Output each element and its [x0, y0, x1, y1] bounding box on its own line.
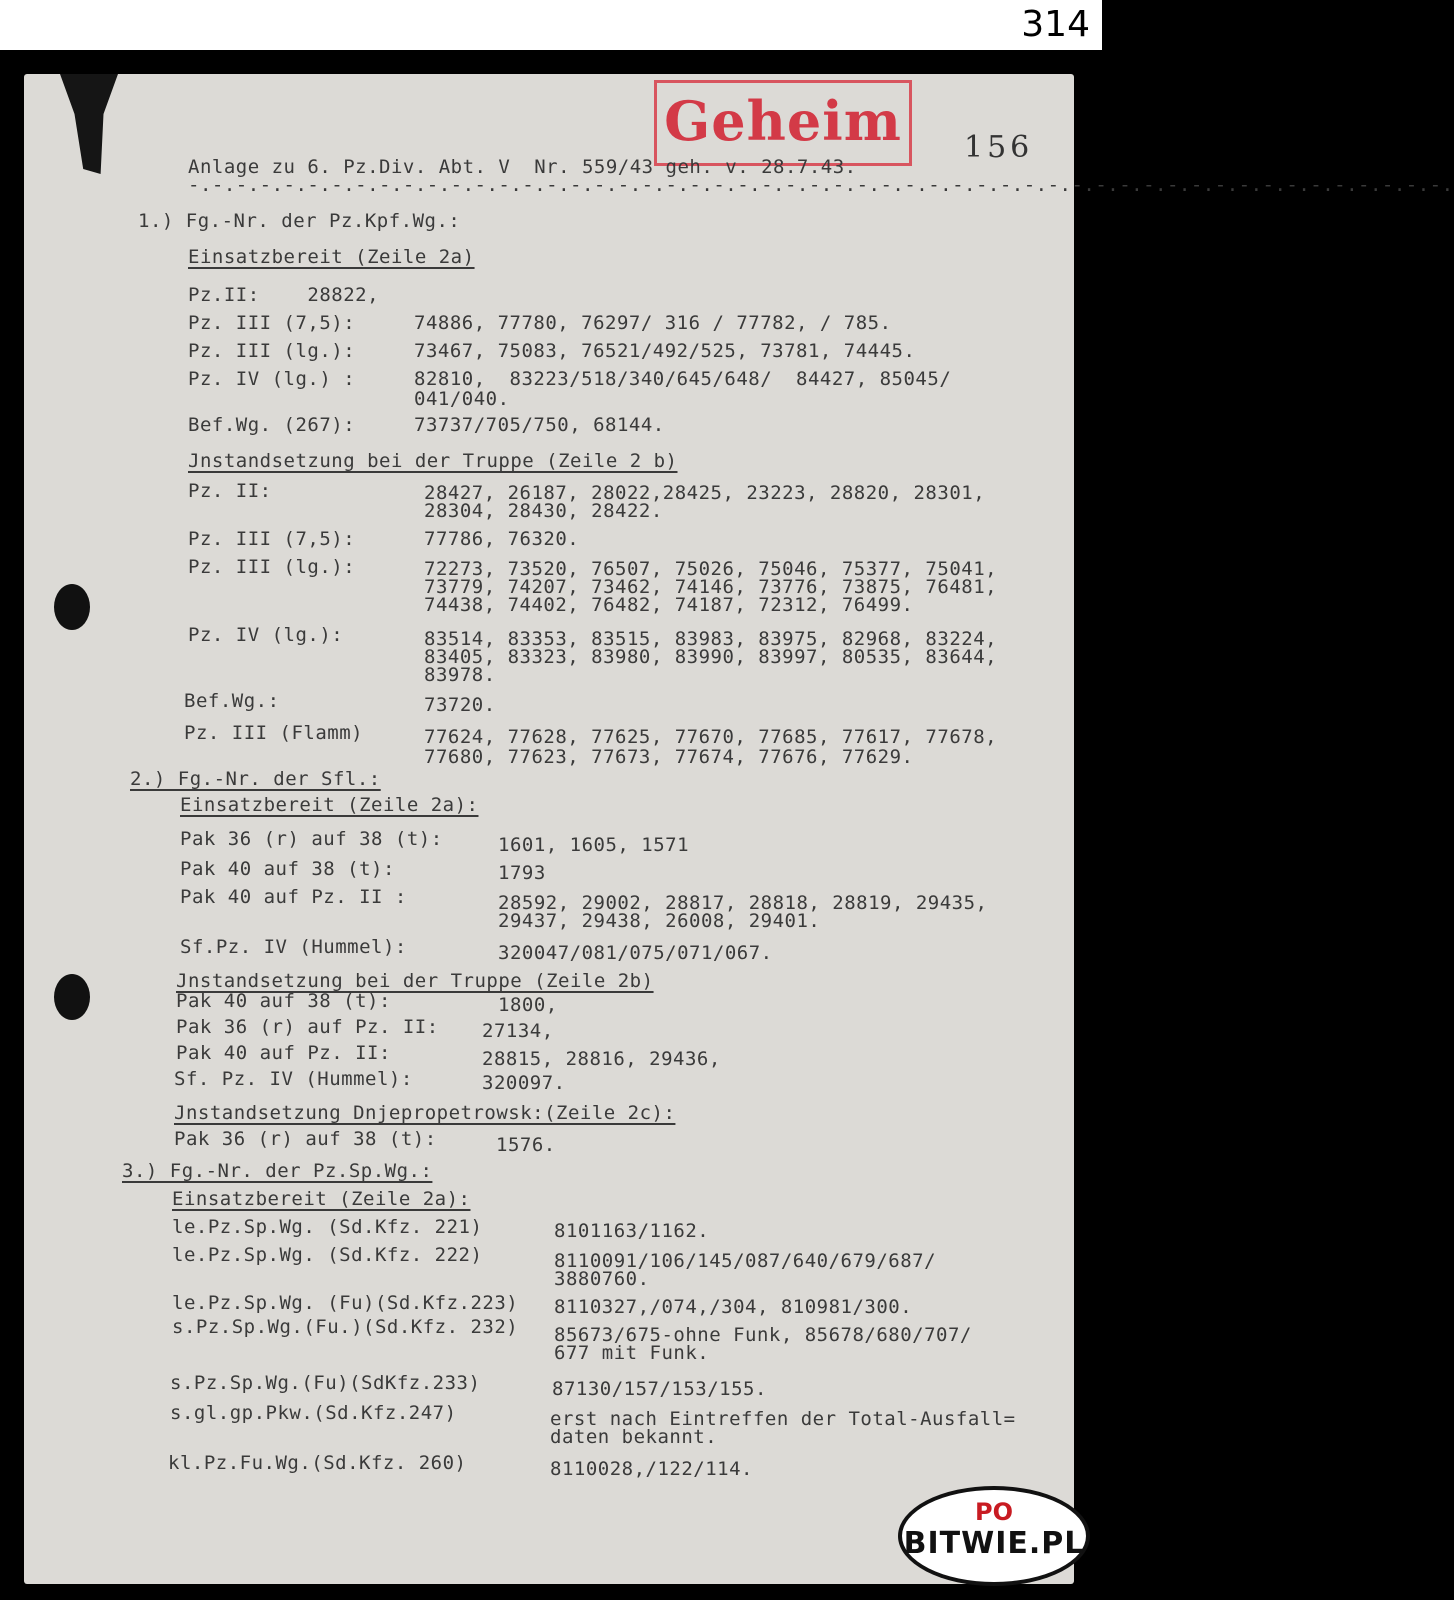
entry-value: 28304, 28430, 28422. — [424, 500, 663, 522]
entry-label: Pak 36 (r) auf 38 (t): — [174, 1128, 437, 1150]
entry-value: 77624, 77628, 77625, 77670, 77685, 77617, 77678, — [424, 726, 998, 748]
punch-hole-upper — [54, 584, 90, 630]
entry-label: Pak 36 (r) auf 38 (t): — [180, 828, 443, 850]
entry-value: 77786, 76320. — [424, 528, 580, 550]
entry-value: 28592, 29002, 28817, 28818, 28819, 29435, — [498, 892, 988, 914]
entry-label: le.Pz.Sp.Wg. (Sd.Kfz. 221) — [172, 1216, 483, 1238]
geheim-stamp: Geheim — [654, 80, 912, 166]
ink-mark — [60, 74, 118, 174]
entry-label: Pak 40 auf 38 (t): — [180, 858, 395, 880]
entry-value: 73779, 74207, 73462, 74146, 73776, 73875, 76481, — [424, 576, 998, 598]
entry-value: 3880760. — [554, 1268, 650, 1290]
section-1-heading: 1.) Fg.-Nr. der Pz.Kpf.Wg.: — [138, 210, 461, 232]
entry-value: 8110327,/074,/304, 810981/300. — [554, 1296, 913, 1318]
entry-value: 1576. — [496, 1134, 556, 1156]
entry-value: 83405, 83323, 83980, 83990, 83997, 80535, 83644, — [424, 646, 998, 668]
entry-value: 85673/675-ohne Funk, 85678/680/707/ — [554, 1324, 972, 1346]
entry-value: 72273, 73520, 76507, 75026, 75046, 75377, 75041, — [424, 558, 998, 580]
entry-value: 73467, 75083, 76521/492/525, 73781, 74445. — [414, 340, 916, 362]
entry-label: Pak 40 auf Pz. II: — [176, 1042, 391, 1064]
entry-value: daten bekannt. — [550, 1426, 718, 1448]
entry-label: le.Pz.Sp.Wg. (Sd.Kfz. 222) — [172, 1244, 483, 1266]
entry-label: Bef.Wg.: — [184, 690, 280, 712]
entry-label: kl.Pz.Fu.Wg.(Sd.Kfz. 260) — [168, 1452, 467, 1474]
entry-label: s.Pz.Sp.Wg.(Fu.)(Sd.Kfz. 232) — [172, 1316, 519, 1338]
entry-label: Pz. III (lg.): — [188, 340, 356, 362]
entry-value: 83514, 83353, 83515, 83983, 83975, 82968, 83224, — [424, 628, 998, 650]
entry-label: Pz. III (Flamm) — [184, 722, 364, 744]
subheading: Jnstandsetzung Dnjepropetrowsk:(Zeile 2c): — [174, 1102, 676, 1124]
entry-value: 29437, 29438, 26008, 29401. — [498, 910, 821, 932]
entry-label: Pz. III (7,5): — [188, 312, 356, 334]
entry-value: 041/040. — [414, 388, 510, 410]
entry-value: 8101163/1162. — [554, 1220, 710, 1242]
pobitwie-logo — [902, 1490, 1086, 1582]
entry-value: 87130/157/153/155. — [552, 1378, 767, 1400]
entry-label: s.Pz.Sp.Wg.(Fu)(SdKfz.233) — [170, 1372, 481, 1394]
entry-label: Pz. IV (lg.) : — [188, 368, 356, 390]
entry-label: Pz. II: — [188, 480, 272, 502]
subheading: Einsatzbereit (Zeile 2a): — [180, 794, 479, 816]
entry-value: 74886, 77780, 76297/ 316 / 77782, / 785. — [414, 312, 892, 334]
entry-label: Sf. Pz. IV (Hummel): — [174, 1068, 413, 1090]
entry-value: 1793 — [498, 862, 546, 884]
subheading: Einsatzbereit (Zeile 2a): — [172, 1188, 471, 1210]
entry-value: 28815, 28816, 29436, — [482, 1048, 721, 1070]
entry-value: 677 mit Funk. — [554, 1342, 710, 1364]
entry-value: 74438, 74402, 76482, 74187, 72312, 76499. — [424, 594, 914, 616]
header-rule: -.-.-.-.-.-.-.-.-.-.-.-.-.-.-.-.-.-.-.-.-.-.-.-.-.-.-.-.-.-.-.-.-.-.-.-.-.-.-.-.-.-.-.-.-.-.-.-.-.-.-.-.-. — [188, 174, 1454, 196]
punch-hole-lower — [54, 974, 90, 1020]
entry-label: s.gl.gp.Pkw.(Sd.Kfz.247) — [170, 1402, 457, 1424]
document-page — [24, 74, 1454, 1584]
subheading: Jnstandsetzung bei der Truppe (Zeile 2 b) — [188, 450, 678, 472]
entry-label: Bef.Wg. (267): — [188, 414, 356, 436]
entry-value: 82810, 83223/518/340/645/648/ 84427, 85045/ — [414, 368, 952, 390]
section-3-heading: 3.) Fg.-Nr. der Pz.Sp.Wg.: — [122, 1160, 433, 1182]
folio-number: 156 — [964, 130, 1034, 165]
section-2-heading: 2.) Fg.-Nr. der Sfl.: — [130, 768, 381, 790]
entry-value: 320047/081/075/071/067. — [498, 942, 773, 964]
entry-value: 73737/705/750, 68144. — [414, 414, 665, 436]
entry-value: 8110091/106/145/087/640/679/687/ — [554, 1250, 937, 1272]
entry-value: 8110028,/122/114. — [550, 1458, 753, 1480]
entry-label: Pak 36 (r) auf Pz. II: — [176, 1016, 439, 1038]
entry-value: 77680, 77623, 77673, 77674, 77676, 77629. — [424, 746, 914, 768]
entry-value: 73720. — [424, 694, 496, 716]
entry-value: 83978. — [424, 664, 496, 686]
entry-label: Pz. III (lg.): — [188, 556, 356, 578]
logo-text-bottom: BITWIE.PL — [903, 1526, 1085, 1561]
subheading: Einsatzbereit (Zeile 2a) — [188, 246, 475, 268]
entry-label: Pz. III (7,5): — [188, 528, 356, 550]
entry-value: 1601, 1605, 1571 — [498, 834, 690, 856]
logo-text-top: PO — [975, 1498, 1013, 1526]
entry-label: Pz.II: 28822, — [188, 284, 380, 306]
entry-label: Pz. IV (lg.): — [188, 624, 344, 646]
entry-value: 1800, — [498, 994, 558, 1016]
entry-value: erst nach Eintreffen der Total-Ausfall= — [550, 1408, 1016, 1430]
entry-label: Pak 40 auf 38 (t): — [176, 990, 391, 1012]
entry-label: le.Pz.Sp.Wg. (Fu)(Sd.Kfz.223) — [172, 1292, 519, 1314]
top-bar — [0, 0, 1102, 50]
page-number: 314 — [1021, 4, 1090, 45]
entry-value: 27134, — [482, 1020, 554, 1042]
entry-value: 320097. — [482, 1072, 566, 1094]
entry-value: 28427, 26187, 28022,28425, 23223, 28820, 28301, — [424, 482, 986, 504]
document-header: Anlage zu 6. Pz.Div. Abt. V Nr. 559/43 geh. v. 28.7.43. — [188, 156, 857, 178]
entry-label: Sf.Pz. IV (Hummel): — [180, 936, 407, 958]
entry-label: Pak 40 auf Pz. II : — [180, 886, 407, 908]
subheading: Jnstandsetzung bei der Truppe (Zeile 2b) — [176, 970, 654, 992]
